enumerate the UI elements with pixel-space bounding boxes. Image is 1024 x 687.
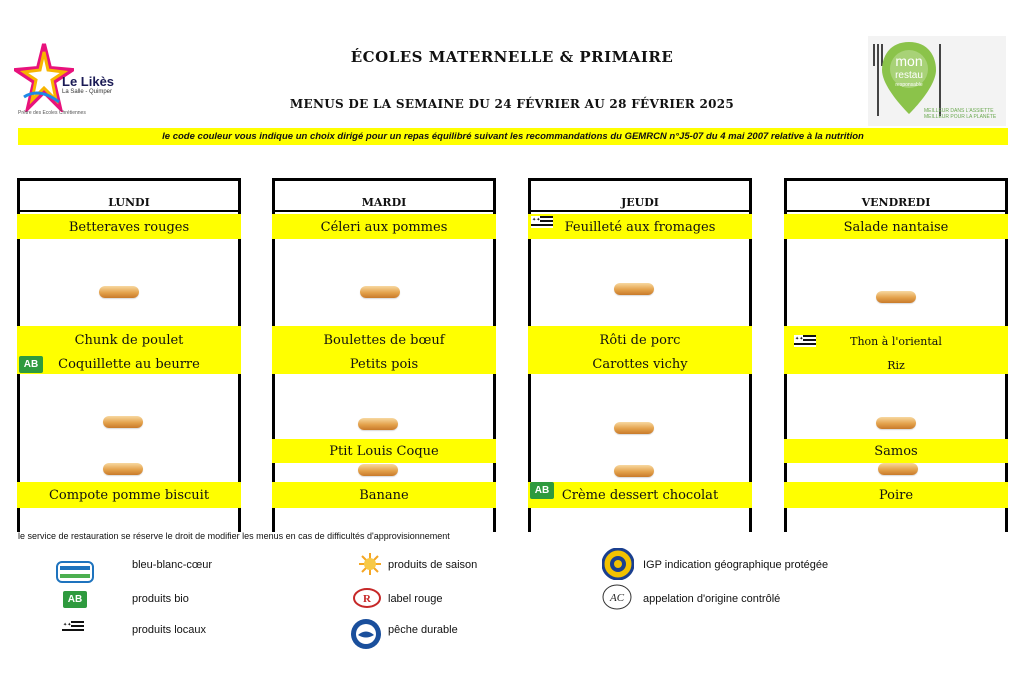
page-title: ÉCOLES MATERNELLE & PRIMAIRE: [350, 48, 674, 66]
bread-icon: [358, 464, 398, 476]
legend-aoc: appelation d'origine contrôlé: [643, 593, 781, 605]
page-subtitle: MENUS DE LA SEMAINE DU 24 FÉVRIER AU 28 FÉVRIER 2025: [289, 97, 735, 111]
slogan-line-2: MEILLEUR POUR LA PLANÈTE: [924, 114, 997, 120]
legend-peche: pêche durable: [388, 624, 458, 636]
legend-local: produits locaux: [132, 624, 206, 636]
mon-restau-logo: [868, 36, 1006, 126]
bread-icon: [358, 418, 398, 430]
day-title: LUNDI: [108, 196, 150, 209]
day-title: MARDI: [361, 196, 407, 209]
dessert-dish: Crème dessert chocolat: [561, 488, 719, 503]
bread-icon: [876, 417, 916, 429]
bleu-blanc-coeur-icon: [56, 561, 94, 583]
day-column-mardi: [272, 178, 496, 532]
sun-icon: [358, 552, 382, 576]
day-title: VENDREDI: [861, 196, 931, 209]
bread-icon: [103, 463, 143, 475]
svg-text:✦✦: ✦✦: [795, 336, 804, 342]
disclaimer-text: le service de restauration se réserve le droit de modifier les menus en cas de difficultés d'approvisionnement: [18, 531, 450, 541]
logo-slogan: [924, 108, 996, 120]
legend-bio: produits bio: [132, 593, 189, 605]
peche-durable-icon: [350, 618, 382, 650]
bread-icon: [360, 286, 400, 298]
slogan-line-1: MEILLEUR DANS L'ASSIETTE: [924, 108, 994, 114]
nutrition-banner: le code couleur vous indique un choix dirigé pour un repas équilibré suivant les recommandations du GEMRCN n°J5-07 du 4 mai 2007 relative à la nutrition: [18, 128, 1008, 145]
legend-bleu-blanc-coeur: bleu-blanc-cœur: [132, 559, 213, 571]
svg-text:✦✦: ✦✦: [532, 217, 541, 223]
dessert-dish: Poire: [878, 488, 914, 503]
main-dish: Boulettes de bœuf: [323, 333, 445, 348]
starter-dish: Betteraves rouges: [68, 220, 190, 235]
day-column-vendredi: [784, 178, 1008, 532]
bread-icon: [876, 291, 916, 303]
day-title: JEUDI: [621, 196, 659, 209]
legend-igp: IGP indication géographique protégée: [643, 559, 829, 571]
logo-restau: restau: [895, 70, 923, 81]
bread-icon: [614, 465, 654, 477]
dessert-dish: Compote pomme biscuit: [48, 488, 210, 503]
starter-dish: Feuilleté aux fromages: [564, 220, 716, 235]
logo-mon: mon: [895, 53, 923, 69]
logo-brand: Le Likès: [62, 74, 115, 89]
side-dish: Carottes vichy: [592, 357, 688, 372]
main-dish: Chunk de poulet: [74, 333, 184, 348]
bio-icon: AB: [530, 482, 554, 499]
side-dish: Petits pois: [349, 357, 419, 372]
bread-icon: [614, 283, 654, 295]
bread-icon: [99, 286, 139, 298]
day-column-jeudi: [528, 178, 752, 532]
main-dish: Thon à l'oriental: [850, 335, 942, 348]
logo-tagline: Prêtre des Ecoles Chrétiennes: [18, 110, 86, 116]
bread-icon: [614, 422, 654, 434]
svg-text:R: R: [363, 593, 371, 605]
starter-dish: Salade nantaise: [843, 220, 949, 235]
cheese-dish: Samos: [874, 444, 918, 459]
aoc-icon: [602, 583, 632, 611]
label-rouge-icon: [353, 588, 381, 608]
side-dish: Coquillette au beurre: [58, 357, 200, 372]
side-dish: Riz: [887, 359, 905, 372]
bread-icon: [878, 463, 918, 475]
day-column-lundi: [17, 178, 241, 532]
bio-icon: AB: [63, 591, 87, 608]
bio-icon: AB: [19, 356, 43, 373]
cheese-dish: Ptit Louis Coque: [329, 444, 439, 459]
legend-label-rouge: label rouge: [388, 593, 443, 605]
igp-icon: [602, 548, 634, 580]
logo-subtext: La Salle - Quimper: [62, 89, 113, 95]
bread-icon: [103, 416, 143, 428]
svg-text:✦✦: ✦✦: [63, 622, 72, 628]
starter-dish: Céleri aux pommes: [320, 220, 448, 235]
svg-text:AC: AC: [609, 592, 625, 604]
logo-responsable: responsable: [895, 82, 923, 88]
dessert-dish: Banane: [359, 488, 409, 503]
legend-saison: produits de saison: [388, 559, 478, 571]
main-dish: Rôti de porc: [599, 333, 681, 348]
brittany-flag-icon: [62, 621, 84, 633]
